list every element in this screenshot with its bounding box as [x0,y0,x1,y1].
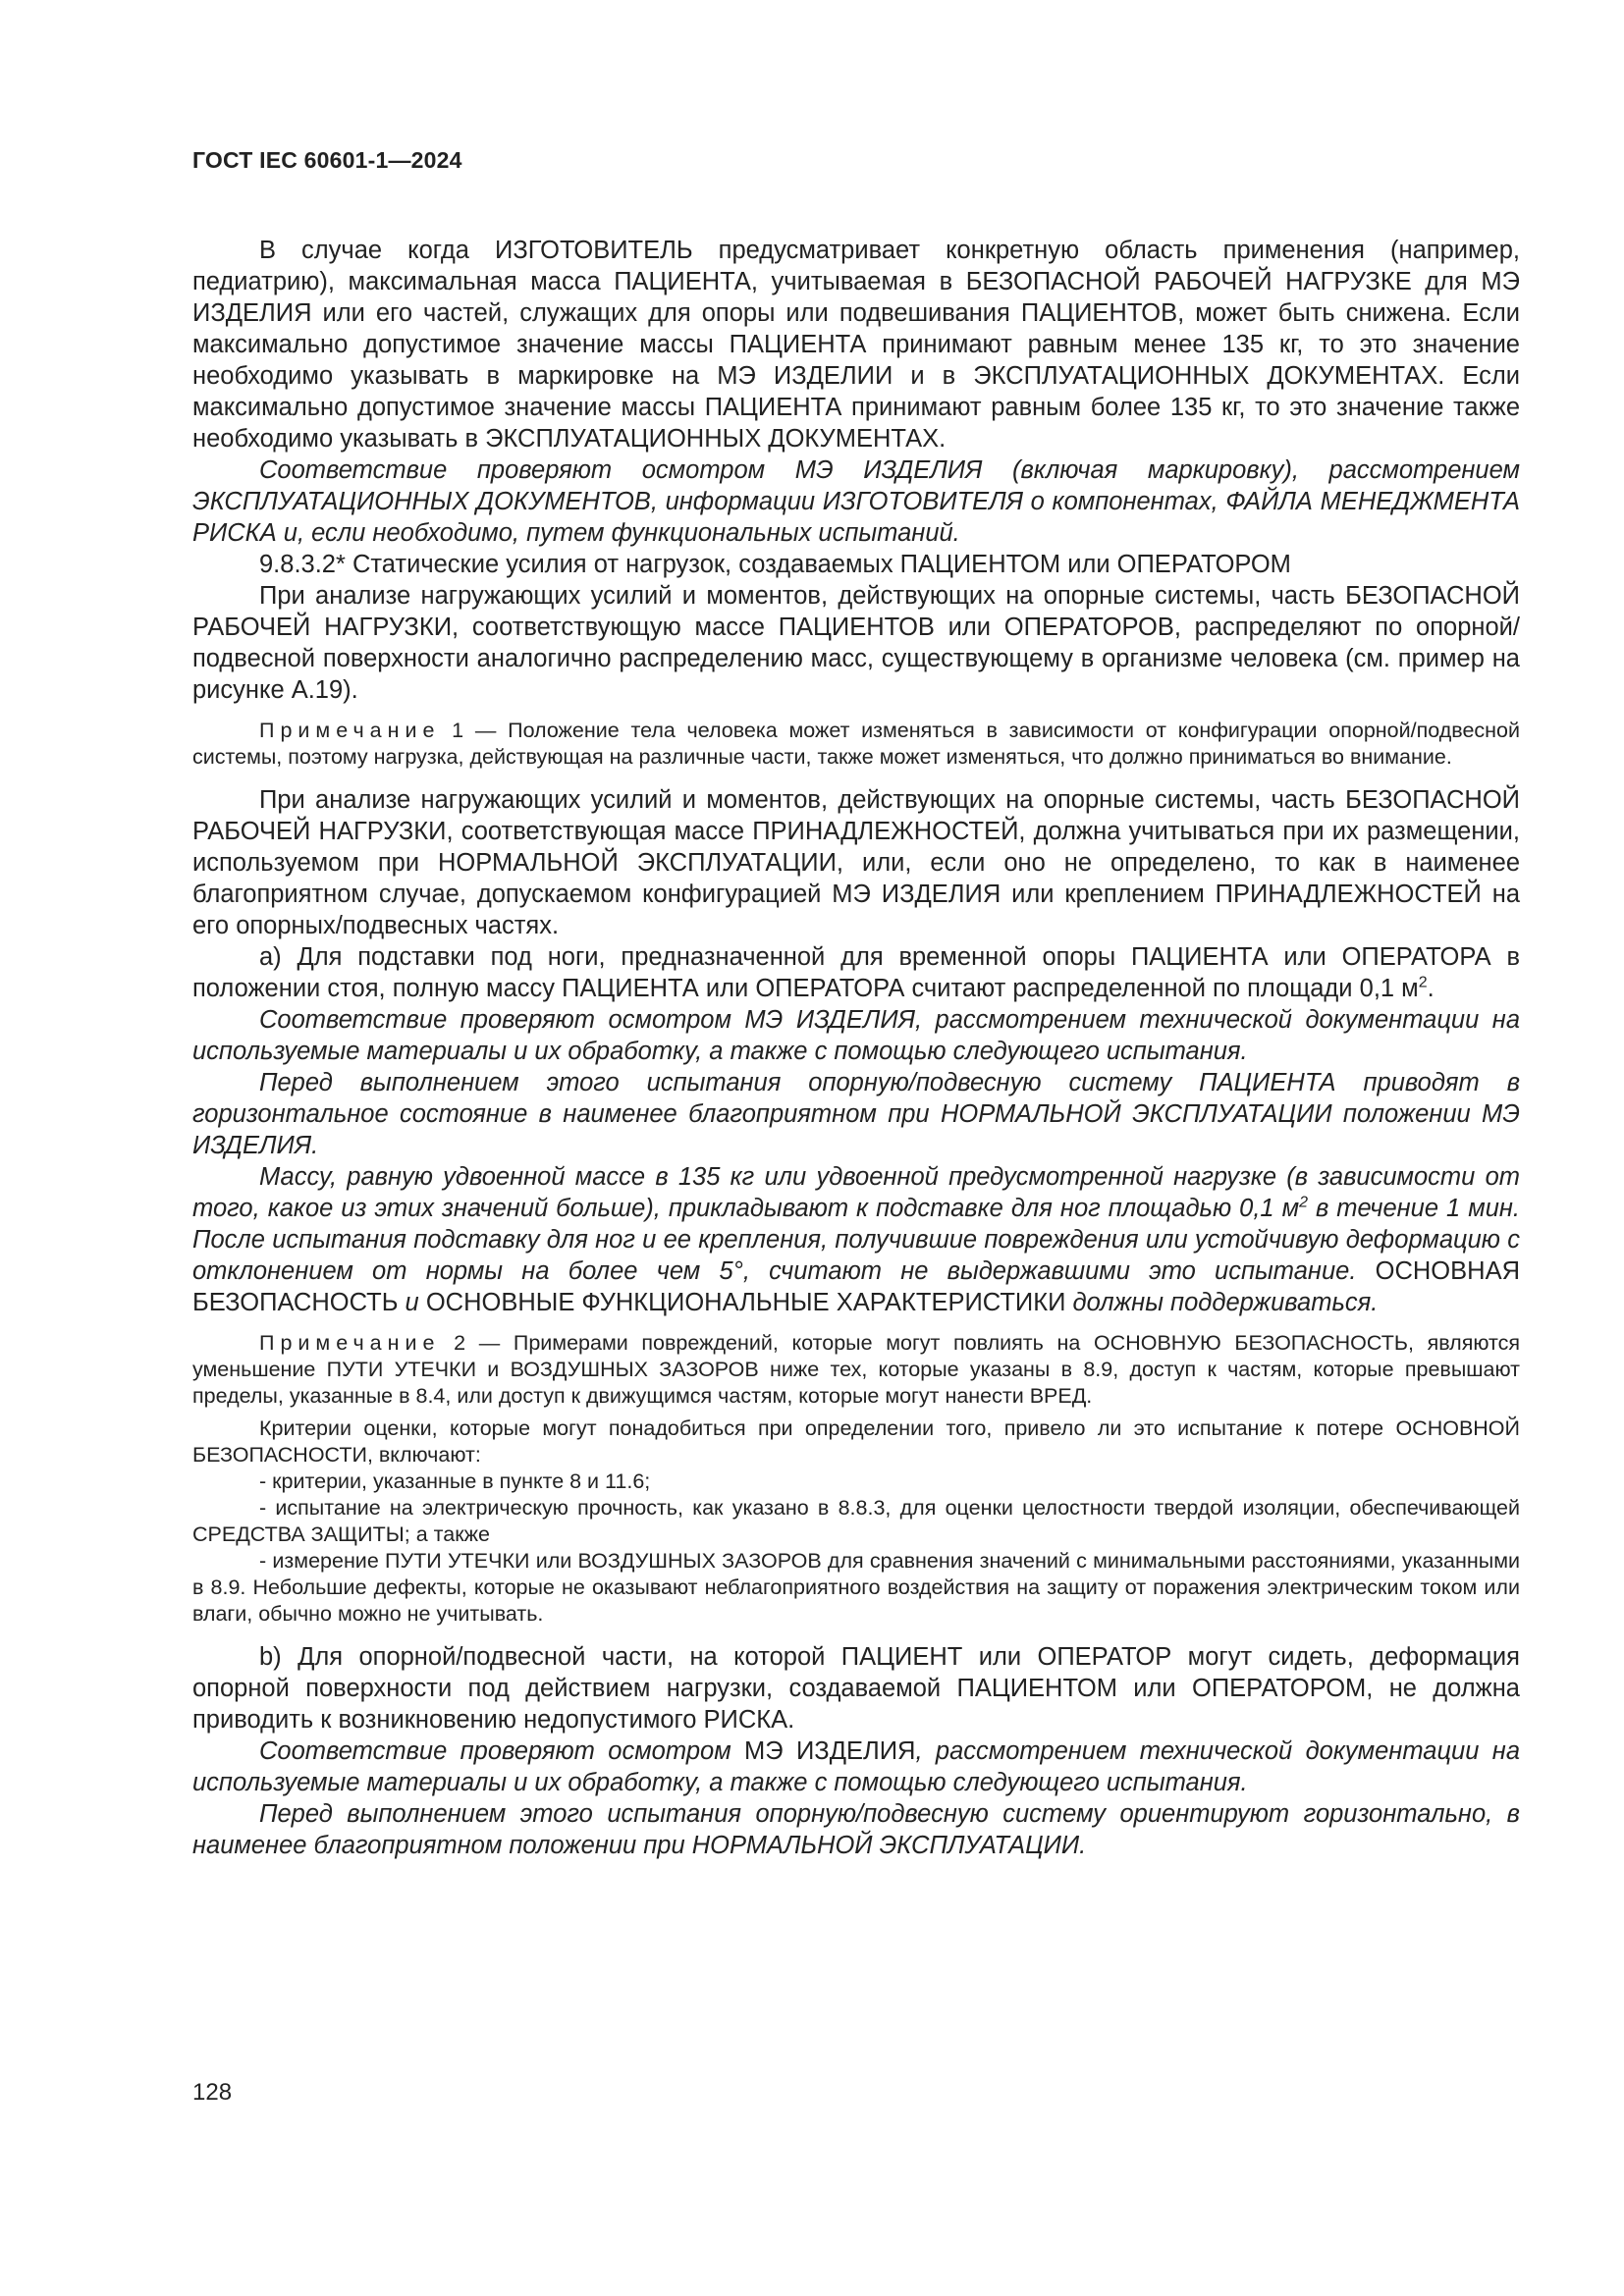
test-procedure-d: и [398,1289,426,1316]
note-2-dash-2: - испытание на электрическую прочность, как указано в 8.8.3, для оценки целостности твердой изоляции, обеспечивающей СРЕДСТВА ЗАЩИТЫ; а также [192,1496,1520,1546]
paragraph-load-analysis: При анализе нагружающих усилий и моментов, действующих на опорные системы, часть БЕЗОПАСНОЙ РАБОЧЕЙ НАГРУЗКИ, соответствующую массе ПАЦИЕНТОВ или ОПЕРАТОРОВ, распределяют по опорной/подвесной поверхности аналогично распределению масс, существующему в организме человека (см. пример на рисунке А.19). [192,582,1520,704]
paragraph-compliance-1: Соответствие проверяют осмотром МЭ ИЗДЕЛИЯ (включая маркировку), рассмотрением ЭКСПЛУАТАЦИОННЫХ ДОКУМЕНТОВ, информации ИЗГОТОВИТЕЛЯ о компонентах, ФАЙЛА МЕНЕДЖМЕНТА РИСКА и, если необходимо, путем функциональных испытаний. [192,456,1520,547]
item-a-text: a) Для подставки под ноги, предназначенной для временной опоры ПАЦИЕНТА или ОПЕРАТОРА в положении стоя, полную массу ПАЦИЕНТА или ОПЕРАТОРА считают распределенной по площади 0,1 м [192,943,1520,1002]
document-page [192,147,1520,1861]
note-1 [192,718,1520,771]
paragraph-item-b: b) Для опорной/подвесной части, на которой ПАЦИЕНТ или ОПЕРАТОР могут сидеть, деформация опорной поверхности под действием нагрузки, создаваемой ПАЦИЕНТОМ или ОПЕРАТОРОМ, не должна приводить к возникновению недопустимого РИСКА. [192,1643,1520,1734]
compliance-3-a: Соответствие проверяют осмотром [259,1737,745,1765]
note-2 [192,1330,1520,1628]
page-number: 128 [192,2079,233,2106]
item-a-end: . [1427,975,1435,1002]
note-2-text: 2 — Примерами повреждений, которые могут повлиять на ОСНОВНУЮ БЕЗОПАСНОСТЬ, являются уменьшение ПУТИ УТЕЧКИ и ВОЗДУШНЫХ ЗАЗОРОВ ниже тех, которые указаны в 8.9, доступ к частям, которые превышают пределы, указанные в 8.4, или доступ к движущимся частям, которые могут нанести ВРЕД. [192,1331,1520,1408]
note-1-text: 1 — Положение тела человека может изменяться в зависимости от конфигурации опорной/подвесной системы, поэтому нагрузка, действующая на различные части, также может изменяться, что должно приниматься во внимание. [192,719,1520,769]
test-procedure-a: Массу, равную удвоенной массе в 135 кг или удвоенной предусмотренной нагрузке (в зависимости от того, какое из этих значений больше), прикладывают к подставке для ног площадью 0,1 м [192,1163,1520,1222]
note-2-criteria: Критерии оценки, которые могут понадобиться при определении того, привело ли это испытание к потере ОСНОВНОЙ БЕЗОПАСНОСТИ, включают: [192,1416,1520,1467]
test-procedure-e: ОСНОВНЫЕ ФУНКЦИОНАЛЬНЫЕ ХАРАКТЕРИСТИКИ [425,1289,1066,1316]
test-procedure-b: в течение 1 мин. После испытания подставку для ног и ее крепления, получившие повреждения или устойчивую деформацию с отклонением от нормы на более чем 5°, считают не выдержавшими это испытание. [192,1195,1520,1285]
section-heading-9-8-3-2: 9.8.3.2* Статические усилия от нагрузок, создаваемых ПАЦИЕНТОМ или ОПЕРАТОРОМ [259,551,1291,578]
paragraph-patient-mass: В случае когда ИЗГОТОВИТЕЛЬ предусматривает конкретную область применения (например, педиатрию), максимальная масса ПАЦИЕНТА, учитываемая в БЕЗОПАСНОЙ РАБОЧЕЙ НАГРУЗКЕ для МЭ ИЗДЕЛИЯ или его частей, служащих для опоры или подвешивания ПАЦИЕНТОВ, может быть снижена. Если максимально допустимое значение массы ПАЦИЕНТА принимают равным менее 135 кг, то это значение необходимо указывать в маркировке на МЭ ИЗДЕЛИИ и в ЭКСПЛУАТАЦИОННЫХ ДОКУМЕНТАХ. Если максимально допустимое значение массы ПАЦИЕНТА принимают равным более 135 кг, то это значение также необходимо указывать в ЭКСПЛУАТАЦИОННЫХ ДОКУМЕНТАХ. [192,237,1520,453]
paragraph-compliance-2: Соответствие проверяют осмотром МЭ ИЗДЕЛИЯ, рассмотрением технической документации на используемые материалы и их обработку, а также с помощью следующего испытания. [192,1006,1520,1065]
test-procedure-f: должны поддерживаться. [1065,1289,1379,1316]
paragraph-test-setup-2: Перед выполнением этого испытания опорную/подвесную систему ориентируют горизонтально, в наименее благоприятном положении при НОРМАЛЬНОЙ ЭКСПЛУАТАЦИИ. [192,1800,1520,1859]
paragraph-test-setup-1: Перед выполнением этого испытания опорную/подвесную систему ПАЦИЕНТА приводят в горизонтальное состояние в наименее благоприятном при НОРМАЛЬНОЙ ЭКСПЛУАТАЦИИ положении МЭ ИЗДЕЛИЯ. [192,1069,1520,1159]
paragraph-test-procedure [192,1161,1520,1318]
paragraph-compliance-3 [192,1735,1520,1798]
compliance-3-b: МЭ ИЗДЕЛИЯ [744,1737,916,1765]
compliance-3-c: , рассмотрением технической документации на используемые материалы и их обработку, а также с помощью следующего испытания. [192,1737,1520,1796]
note-1-label: Примечание [259,719,441,742]
document-header: ГОСТ IEC 60601-1—2024 [192,147,462,173]
test-procedure-sup: 2 [1299,1194,1308,1211]
paragraph-accessories-load: При анализе нагружающих усилий и моментов, действующих на опорные системы, часть БЕЗОПАСНОЙ РАБОЧЕЙ НАГРУЗКИ, соответствующая массе ПРИНАДЛЕЖНОСТЕЙ, должна учитываться при их размещении, используемом при НОРМАЛЬНОЙ ЭКСПЛУАТАЦИИ, или, если оно не определено, то как в наименее благоприятном случае, допускаемом конфигурацией МЭ ИЗДЕЛИЯ или креплением ПРИНАДЛЕЖНОСТЕЙ на его опорных/подвесных частях. [192,786,1520,939]
item-a-sup: 2 [1418,974,1428,991]
note-2-label: Примечание [259,1331,441,1355]
note-2-dash-1: - критерии, указанные в пункте 8 и 11.6; [259,1469,651,1493]
test-procedure-c: ОСНОВНАЯ БЕЗОПАСНОСТЬ [192,1257,1520,1316]
note-2-dash-3: - измерение ПУТИ УТЕЧКИ или ВОЗДУШНЫХ ЗАЗОРОВ для сравнения значений с минимальными расстояниями, указанными в 8.9. Небольшие дефекты, которые не оказывают неблагоприятного воздействия на защиту от поражения электрическим током или влаги, обычно можно не учитывать. [192,1549,1520,1626]
paragraph-item-a [192,941,1520,1004]
